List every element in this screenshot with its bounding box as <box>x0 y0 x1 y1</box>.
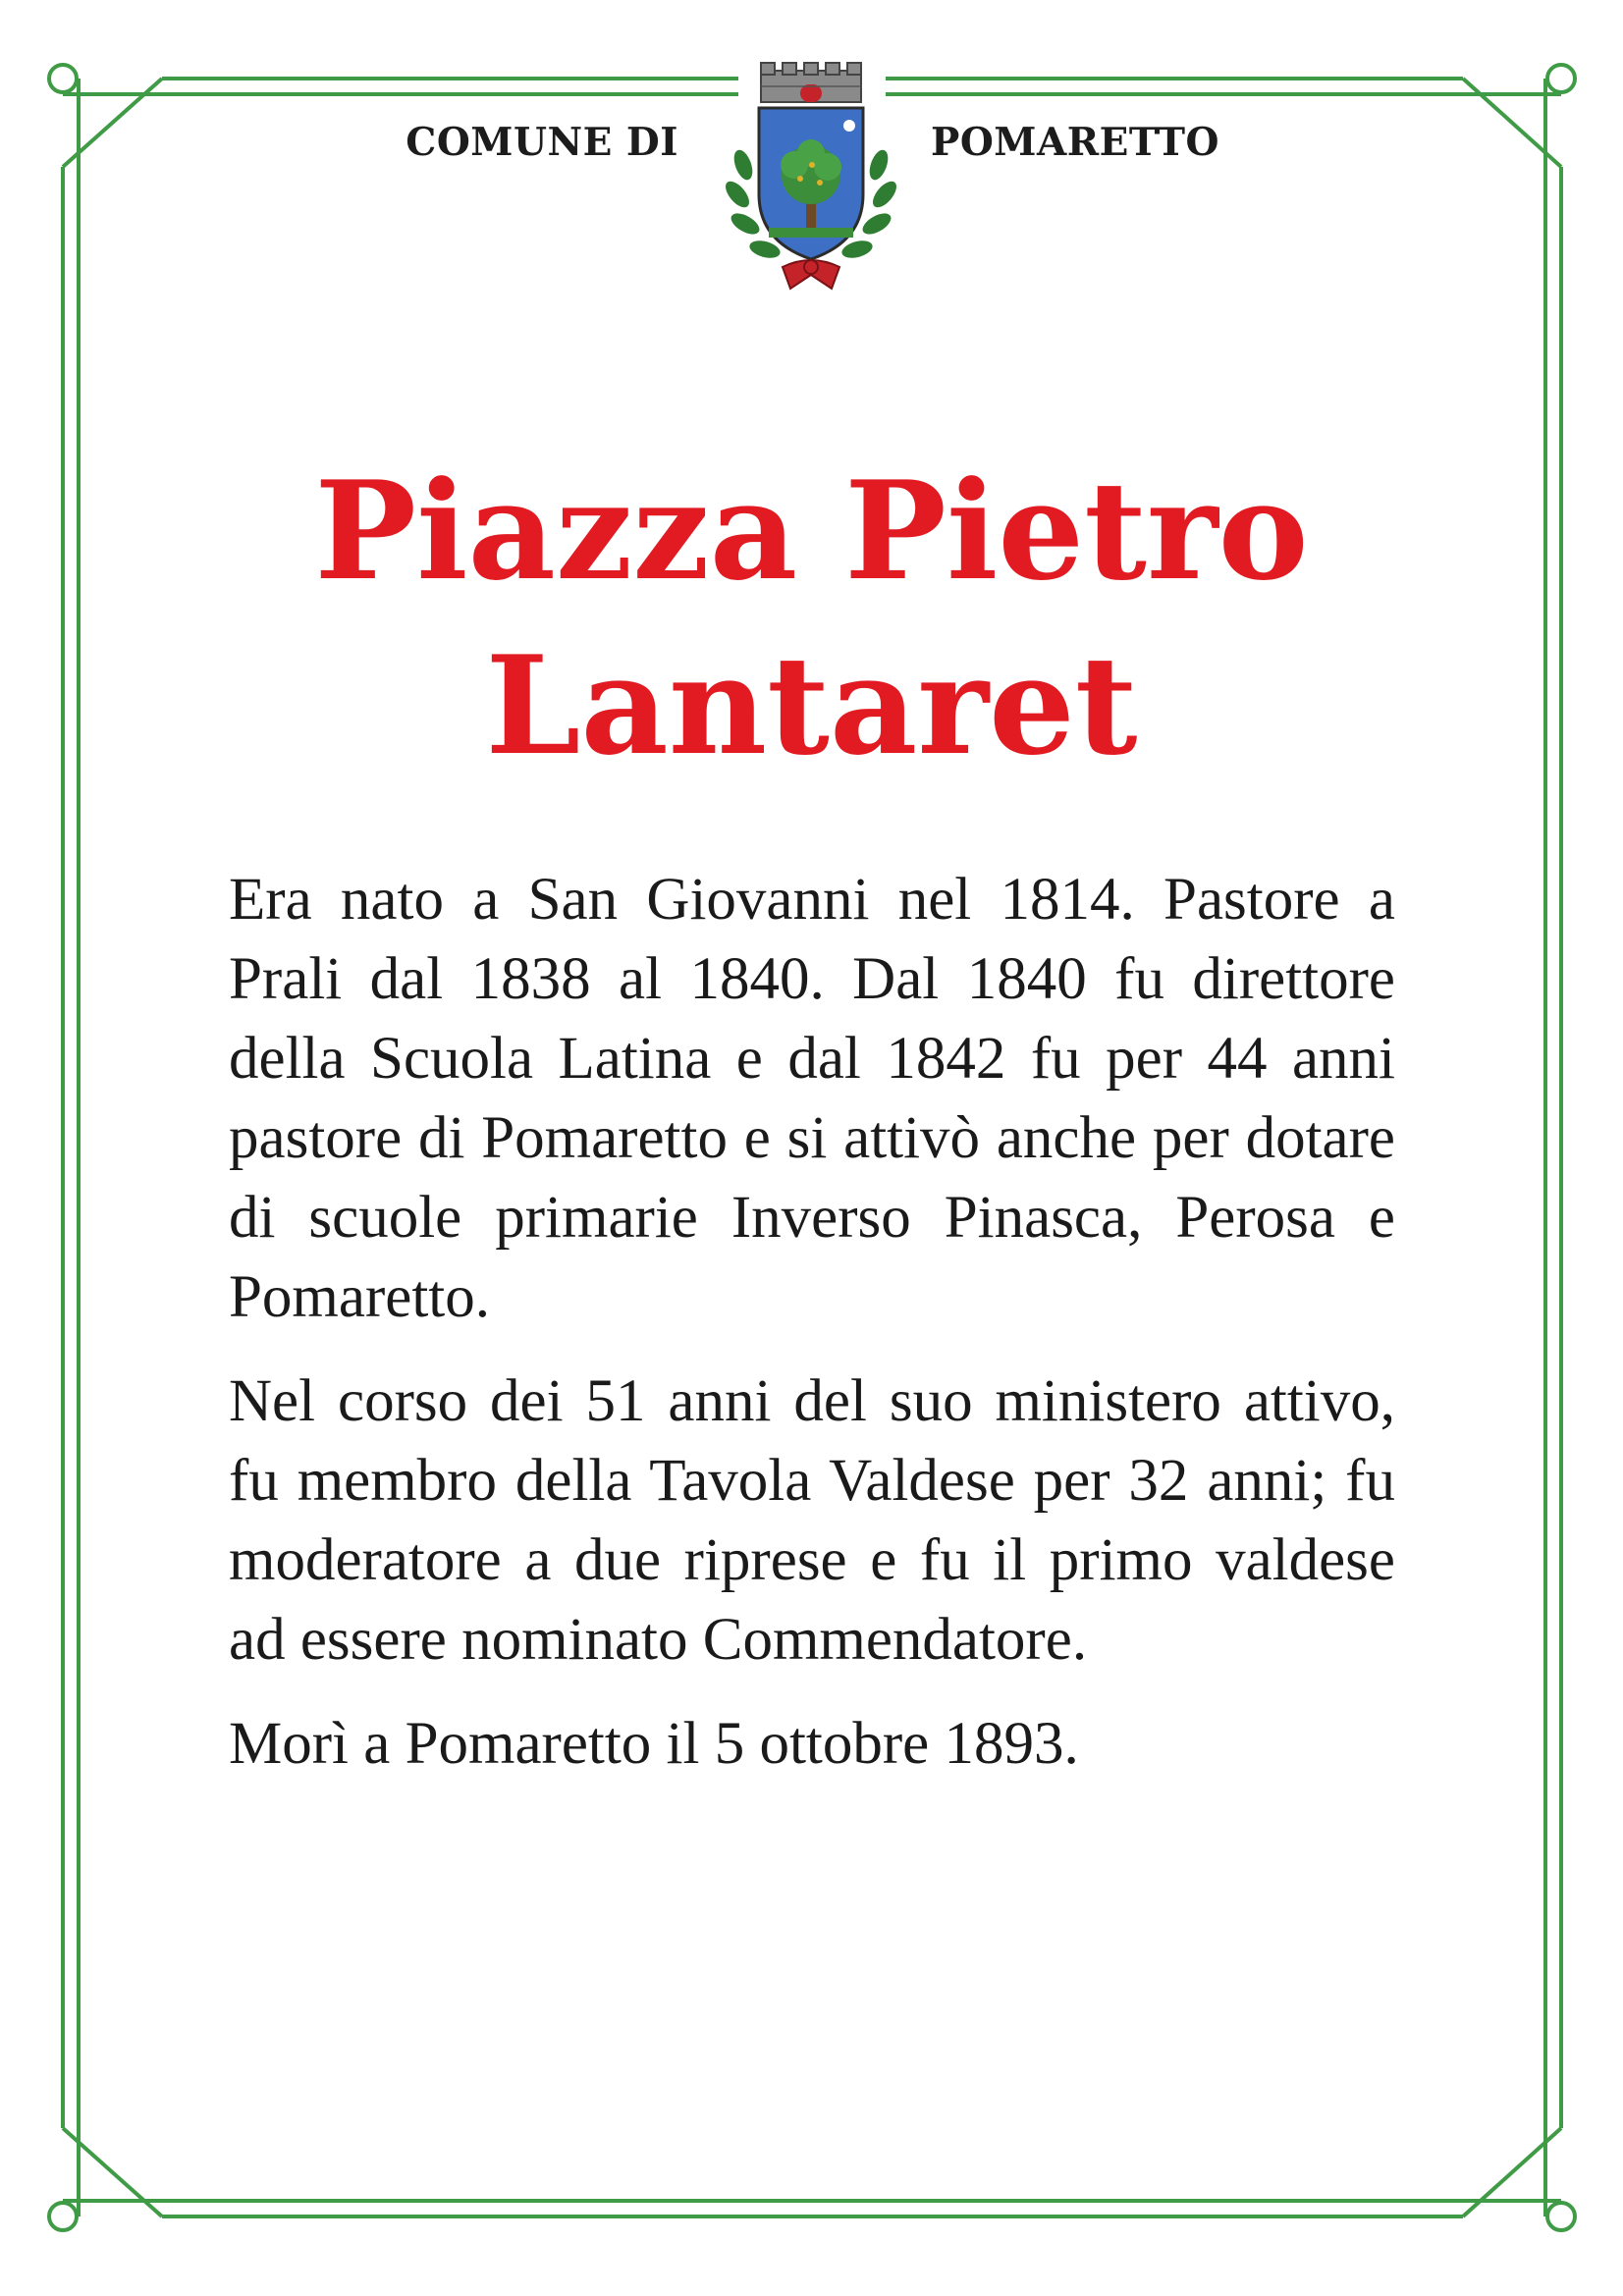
coat-of-arms-icon <box>722 57 900 297</box>
paragraph-2: Nel corso dei 51 anni del suo ministero attivo, fu membro della Tavola Valdese per 32 anni; fu moderatore a due riprese e fu il primo valdese ad essere nominato Commendatore. <box>229 1368 1395 1673</box>
municipality-label-left: COMUNE DI <box>406 120 678 165</box>
title-line-1: Piazza Pietro <box>314 451 1309 611</box>
municipality-label-right: POMARETTO <box>931 120 1219 165</box>
paragraph-1: Era nato a San Giovanni nel 1814. Pastore a Prali dal 1838 al 1840. Dal 1840 fu direttore della Scuola Latina e dal 1842 fu per 44 anni pastore di Pomaretto e si attivò anche per dotare di scuole primarie Inverso Pinasca, Perosa e Pomaretto. <box>229 867 1395 1330</box>
biography-text <box>229 860 1395 1808</box>
page-title <box>196 444 1427 793</box>
title-line-2: Lantaret <box>485 625 1138 785</box>
paragraph-3: Morì a Pomaretto il 5 ottobre 1893. <box>229 1711 1079 1777</box>
